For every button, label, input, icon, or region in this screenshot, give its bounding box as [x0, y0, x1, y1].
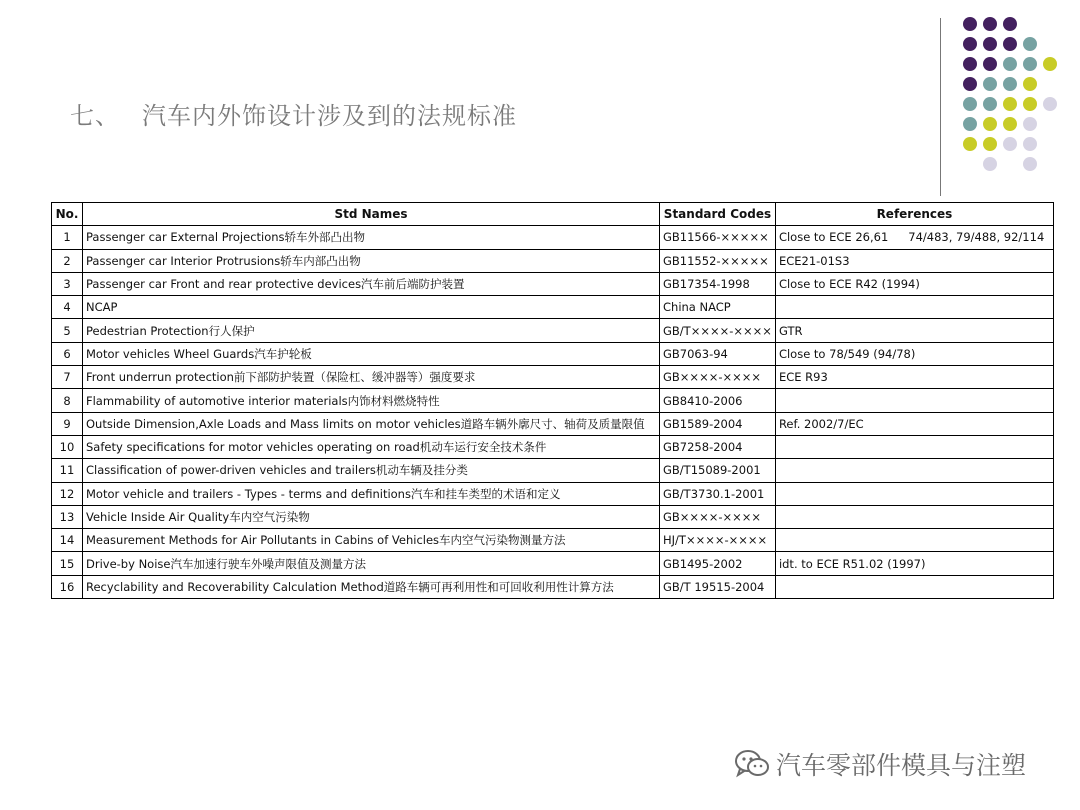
decor-dot: [1023, 157, 1037, 171]
cell-reference-text: idt. to ECE R51.02 (1997): [778, 556, 926, 571]
cell-standard-code: [660, 389, 776, 412]
cell-standard-code: [660, 249, 776, 272]
decor-dot: [1003, 17, 1017, 31]
cell-standard-code: [660, 505, 776, 528]
cell-std-name-text: Outside Dimension,Axle Loads and Mass limits on motor vehicles道路车辆外廓尺寸、轴荷及质量限值: [86, 416, 645, 431]
cell-standard-code: [660, 272, 776, 295]
watermark-text: 汽车零部件模具与注塑: [776, 751, 1027, 780]
cell-standard-code: [660, 529, 776, 552]
cell-no: [52, 575, 83, 598]
cell-std-name: [83, 249, 660, 272]
table-row: [52, 296, 1054, 319]
cell-standard-code-text: GB1495-2002: [663, 556, 743, 571]
cell-no: [52, 435, 83, 458]
decor-dot: [963, 37, 977, 51]
cell-standard-code-text: GB1589-2004: [663, 416, 743, 431]
cell-reference: [775, 319, 1053, 342]
decor-dot: [983, 117, 997, 131]
cell-no: [52, 366, 83, 389]
cell-no: [52, 342, 83, 365]
cell-standard-code: [660, 575, 776, 598]
cell-std-name-text: Motor vehicles Wheel Guards汽车护轮板: [86, 346, 312, 361]
cell-no-text: 5: [63, 323, 71, 338]
table-row: [52, 575, 1054, 598]
header-standard-codes: Standard Codes: [660, 203, 776, 226]
cell-reference: [775, 482, 1053, 505]
decor-dot: [1023, 57, 1037, 71]
decor-dot: [1043, 97, 1057, 111]
cell-reference: [775, 226, 1053, 249]
cell-standard-code-text: GB/T3730.1-2001: [663, 486, 765, 501]
cell-reference-text: ECE21-01S3: [778, 253, 850, 268]
cell-no-text: 14: [59, 533, 75, 548]
decor-dot: [1043, 57, 1057, 71]
cell-reference: [775, 435, 1053, 458]
cell-reference: [775, 389, 1053, 412]
cell-std-name: [83, 272, 660, 295]
cell-no: [52, 412, 83, 435]
cell-no-text: 3: [63, 277, 71, 292]
cell-std-name: [83, 319, 660, 342]
cell-reference: [775, 296, 1053, 319]
cell-no-text: 11: [59, 463, 75, 478]
cell-standard-code-text: GB11552-×××××: [663, 253, 769, 268]
cell-no-text: 1: [63, 230, 71, 245]
header-std-names: Std Names: [83, 203, 660, 226]
table-row: [52, 505, 1054, 528]
decor-dot: [1003, 37, 1017, 51]
cell-reference-text: Close to 78/549 (94/78): [778, 346, 916, 361]
cell-std-name-text: Front underrun protection前下部防护装置（保险杠、缓冲器等）强度要求: [86, 370, 476, 385]
cell-standard-code-text: GB7063-94: [663, 346, 728, 361]
header-no: No.: [52, 203, 83, 226]
cell-reference: [775, 249, 1053, 272]
cell-no: [52, 249, 83, 272]
cell-no-text: 9: [63, 416, 71, 431]
cell-standard-code-text: GB7258-2004: [663, 440, 743, 455]
cell-standard-code-text: GB8410-2006: [663, 393, 743, 408]
cell-reference: [775, 366, 1053, 389]
cell-standard-code-text: GB××××-××××: [663, 510, 762, 524]
cell-reference: [775, 575, 1053, 598]
cell-std-name-text: Vehicle Inside Air Quality车内空气污染物: [86, 510, 310, 524]
cell-reference: [775, 529, 1053, 552]
cell-no-text: 15: [59, 556, 75, 571]
decor-dot: [1003, 117, 1017, 131]
cell-standard-code: [660, 296, 776, 319]
cell-std-name: [83, 435, 660, 458]
cell-standard-code: [660, 412, 776, 435]
cell-std-name-text: Passenger car External Projections轿车外部凸出物: [86, 230, 366, 245]
cell-no-text: 13: [59, 510, 75, 524]
cell-no: [52, 296, 83, 319]
cell-reference: [775, 505, 1053, 528]
cell-std-name: [83, 389, 660, 412]
cell-no: [52, 319, 83, 342]
decor-dot: [1023, 97, 1037, 111]
cell-std-name: [83, 226, 660, 249]
cell-std-name-text: Safety specifications for motor vehicles operating on road机动车运行安全技术条件: [86, 440, 547, 455]
decor-dot: [1023, 117, 1037, 131]
decor-dot: [1003, 97, 1017, 111]
cell-reference-extra-text: 74/483, 79/488, 92/114: [908, 230, 1045, 245]
cell-standard-code: [660, 482, 776, 505]
watermark: [734, 746, 1026, 782]
cell-standard-code: [660, 226, 776, 249]
cell-std-name-text: Motor vehicle and trailers - Types - terms and definitions汽车和挂车类型的术语和定义: [86, 486, 561, 501]
cell-std-name: [83, 505, 660, 528]
title-number: 七、: [70, 102, 120, 130]
cell-reference-text: ECE R93: [778, 370, 828, 385]
cell-reference: [775, 272, 1053, 295]
cell-std-name: [83, 482, 660, 505]
cell-no-text: 4: [63, 300, 71, 315]
table-row: [52, 435, 1054, 458]
cell-std-name-text: Measurement Methods for Air Pollutants in Cabins of Vehicles车内空气污染物测量方法: [86, 533, 566, 548]
cell-no-text: 8: [63, 393, 71, 408]
decor-dot: [983, 97, 997, 111]
cell-no: [52, 459, 83, 482]
cell-standard-code-text: GB17354-1998: [663, 277, 750, 292]
cell-std-name: [83, 412, 660, 435]
title-text: 汽车内外饰设计涉及到的法规标准: [142, 102, 517, 130]
cell-std-name: [83, 575, 660, 598]
decor-dot: [1003, 137, 1017, 151]
cell-std-name-text: Recyclability and Recoverability Calculation Method道路车辆可再利用性和可回收利用性计算方法: [86, 579, 614, 594]
cell-no: [52, 529, 83, 552]
cell-std-name: [83, 342, 660, 365]
cell-no: [52, 482, 83, 505]
cell-standard-code: [660, 366, 776, 389]
table-row: [52, 319, 1054, 342]
cell-standard-code-text: GB/T××××-××××: [663, 323, 772, 338]
cell-std-name: [83, 366, 660, 389]
table-row: [52, 342, 1054, 365]
table-row: [52, 366, 1054, 389]
cell-std-name-text: Classification of power-driven vehicles and trailers机动车辆及挂分类: [86, 463, 468, 478]
table-row: [52, 249, 1054, 272]
decor-dot: [1023, 77, 1037, 91]
cell-std-name-text: Flammability of automotive interior materials内饰材料燃烧特性: [86, 393, 440, 408]
cell-no-text: 10: [59, 440, 75, 455]
cell-standard-code-text: GB/T 19515-2004: [663, 579, 765, 594]
cell-no: [52, 272, 83, 295]
cell-reference: [775, 459, 1053, 482]
cell-standard-code: [660, 435, 776, 458]
cell-standard-code: [660, 459, 776, 482]
table-row: [52, 226, 1054, 249]
cell-no-text: 12: [59, 486, 75, 501]
cell-standard-code: [660, 319, 776, 342]
table-row: [52, 389, 1054, 412]
cell-std-name-text: Pedestrian Protection行人保护: [86, 323, 255, 338]
cell-standard-code: [660, 552, 776, 575]
decor-dot: [983, 57, 997, 71]
decor-dot: [1003, 77, 1017, 91]
decorative-dot-grid: [0, 0, 1080, 200]
cell-no-text: 7: [63, 370, 71, 385]
table-row: [52, 529, 1054, 552]
cell-standard-code-text: GB11566-×××××: [663, 230, 769, 245]
cell-std-name: [83, 296, 660, 319]
header-references: References: [775, 203, 1053, 226]
cell-std-name-text: Passenger car Front and rear protective devices汽车前后端防护装置: [86, 277, 465, 292]
decor-dot: [983, 157, 997, 171]
decor-dot: [963, 17, 977, 31]
cell-std-name-text: Drive-by Noise汽车加速行驶车外噪声限值及测量方法: [86, 556, 366, 571]
cell-std-name: [83, 459, 660, 482]
cell-standard-code: [660, 342, 776, 365]
cell-std-name: [83, 529, 660, 552]
decorative-vertical-line: [940, 18, 941, 196]
cell-standard-code-text: GB××××-××××: [663, 370, 762, 385]
table-row: [52, 459, 1054, 482]
decor-dot: [963, 97, 977, 111]
cell-std-name-text: NCAP: [86, 300, 118, 315]
decor-dot: [963, 57, 977, 71]
cell-standard-code-text: HJ/T××××-××××: [663, 533, 768, 548]
cell-reference-text: Ref. 2002/7/EC: [778, 416, 864, 431]
table-row: [52, 482, 1054, 505]
decor-dot: [1023, 37, 1037, 51]
table-header-row: [52, 203, 1054, 226]
wechat-icon: [734, 749, 770, 779]
decor-dot: [983, 37, 997, 51]
cell-no: [52, 552, 83, 575]
cell-no-text: 16: [59, 579, 75, 594]
decor-dot: [1003, 57, 1017, 71]
cell-no: [52, 226, 83, 249]
cell-reference: [775, 342, 1053, 365]
decor-dot: [983, 77, 997, 91]
cell-reference: [775, 412, 1053, 435]
cell-reference-text: Close to ECE 26,61: [778, 230, 889, 245]
cell-no: [52, 505, 83, 528]
standards-table: [51, 202, 1054, 599]
table-row: [52, 412, 1054, 435]
decor-dot: [983, 137, 997, 151]
decor-dot: [963, 77, 977, 91]
cell-reference-text: GTR: [778, 323, 803, 338]
cell-no-text: 6: [63, 346, 71, 361]
decor-dot: [1023, 137, 1037, 151]
cell-no-text: 2: [63, 253, 71, 268]
cell-reference: [775, 552, 1053, 575]
cell-reference-text: Close to ECE R42 (1994): [778, 277, 920, 292]
decor-dot: [983, 17, 997, 31]
cell-standard-code-text: China NACP: [663, 300, 731, 315]
decor-dot: [963, 117, 977, 131]
cell-std-name-text: Passenger car Interior Protrusions轿车内部凸出物: [86, 253, 361, 268]
cell-no: [52, 389, 83, 412]
decor-dot: [963, 137, 977, 151]
cell-std-name: [83, 552, 660, 575]
table-row: [52, 272, 1054, 295]
table-row: [52, 552, 1054, 575]
cell-standard-code-text: GB/T15089-2001: [663, 463, 761, 478]
